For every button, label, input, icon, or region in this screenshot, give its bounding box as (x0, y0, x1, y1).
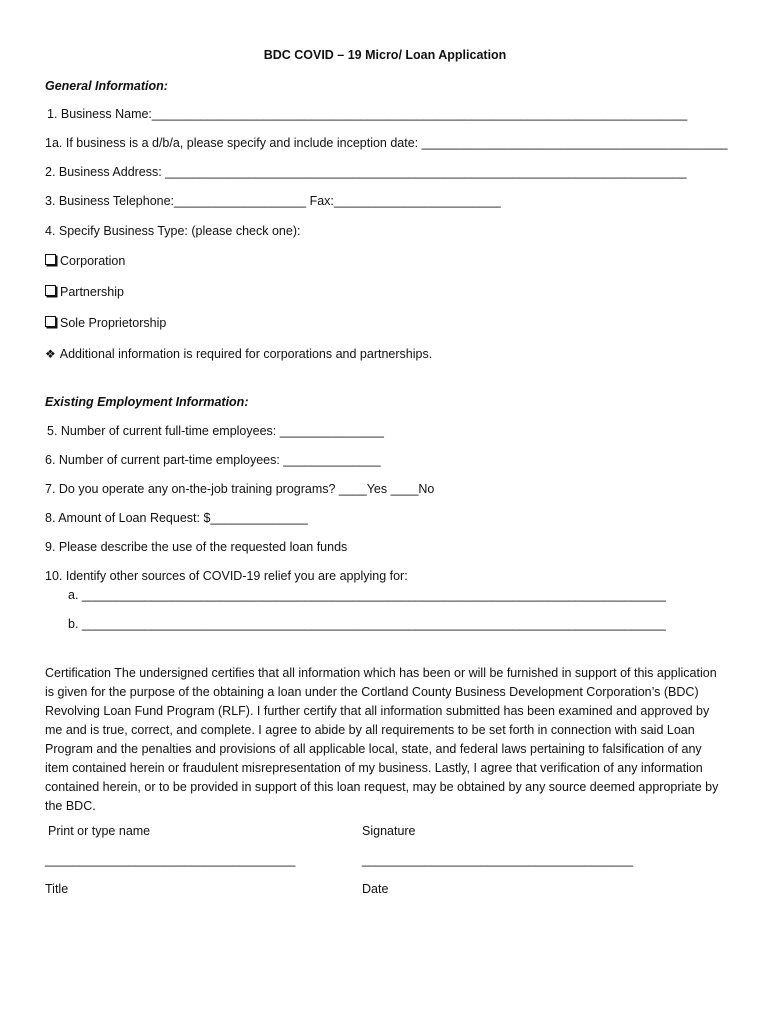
loan-use-question: 9. Please describe the use of the requested loan funds (45, 540, 348, 554)
option-sole-proprietorship-label: Sole Proprietorship (60, 316, 167, 330)
business-name-field[interactable]: 1. Business Name:_____________________________________________________________________________ (47, 107, 688, 121)
title-label: Title (45, 882, 69, 896)
certification-paragraph: Certification The undersigned certifies that all information which has been or will be furnished in support of this application is given for the purpose of the obtaining a loan under the Cortland County Business Development Corporation’s (BDC) Revolving Loan Fund Program (RLF). I further certify that all information submitted has been examined and approved by me and is true, correct, and complete. I agree to abide by all requirements to be set forth in connection with said Loan Program and the penalties and provisions of all applicable local, state, and federal laws pertaining to falsification of any item contained herein or fraudulent misrepresentation of my business. Lastly, I agree that verification of any information contained herein, or to be provided in support of this loan request, may be obtained by any source deemed appropriate by the BDC. (45, 666, 719, 813)
option-sole-proprietorship[interactable] (45, 315, 166, 331)
option-partnership-label: Partnership (60, 285, 124, 299)
print-name-label: Print or type name (48, 824, 151, 838)
business-address-field[interactable]: 2. Business Address: ___________________________________________________________________________ (45, 165, 687, 179)
diamond-bullet-icon: ❖ (45, 347, 56, 361)
loan-amount-field[interactable]: 8. Amount of Loan Request: $______________ (45, 511, 308, 525)
option-corporation-label: Corporation (60, 254, 126, 268)
option-corporation[interactable] (45, 253, 125, 269)
print-name-line[interactable]: ____________________________________ (45, 853, 296, 867)
part-time-employees-field[interactable]: 6. Number of current part-time employees: ______________ (45, 453, 381, 467)
signature-line[interactable]: _______________________________________ (362, 853, 634, 867)
general-information-heading: General Information: (45, 79, 168, 93)
covid-relief-line-a[interactable]: a. ____________________________________________________________________________________ (68, 588, 666, 602)
option-partnership[interactable] (45, 284, 124, 300)
employment-information-heading: Existing Employment Information: (45, 395, 249, 409)
date-label: Date (362, 882, 389, 896)
dba-field[interactable]: 1a. If business is a d/b/a, please specify and include inception date: ____________________________________________ (45, 136, 728, 150)
covid-relief-question: 10. Identify other sources of COVID-19 relief you are applying for: (45, 569, 408, 583)
additional-info-note (45, 346, 432, 362)
business-telephone-fax-field[interactable]: 3. Business Telephone:___________________ Fax:________________________ (45, 194, 501, 208)
signature-label: Signature (362, 824, 416, 838)
checkbox-icon[interactable] (45, 254, 56, 265)
covid-relief-line-b[interactable]: b. ____________________________________________________________________________________ (68, 617, 666, 631)
checkbox-icon[interactable] (45, 285, 56, 296)
additional-info-note-text: Additional information is required for corporations and partnerships. (59, 347, 433, 361)
checkbox-icon[interactable] (45, 316, 56, 327)
business-type-question: 4. Specify Business Type: (please check one): (45, 224, 301, 238)
full-time-employees-field[interactable]: 5. Number of current full-time employees: _______________ (47, 424, 385, 438)
training-programs-field[interactable]: 7. Do you operate any on-the-job training programs? ____Yes ____No (45, 482, 435, 496)
document-title: BDC COVID – 19 Micro/ Loan Application (263, 48, 507, 62)
